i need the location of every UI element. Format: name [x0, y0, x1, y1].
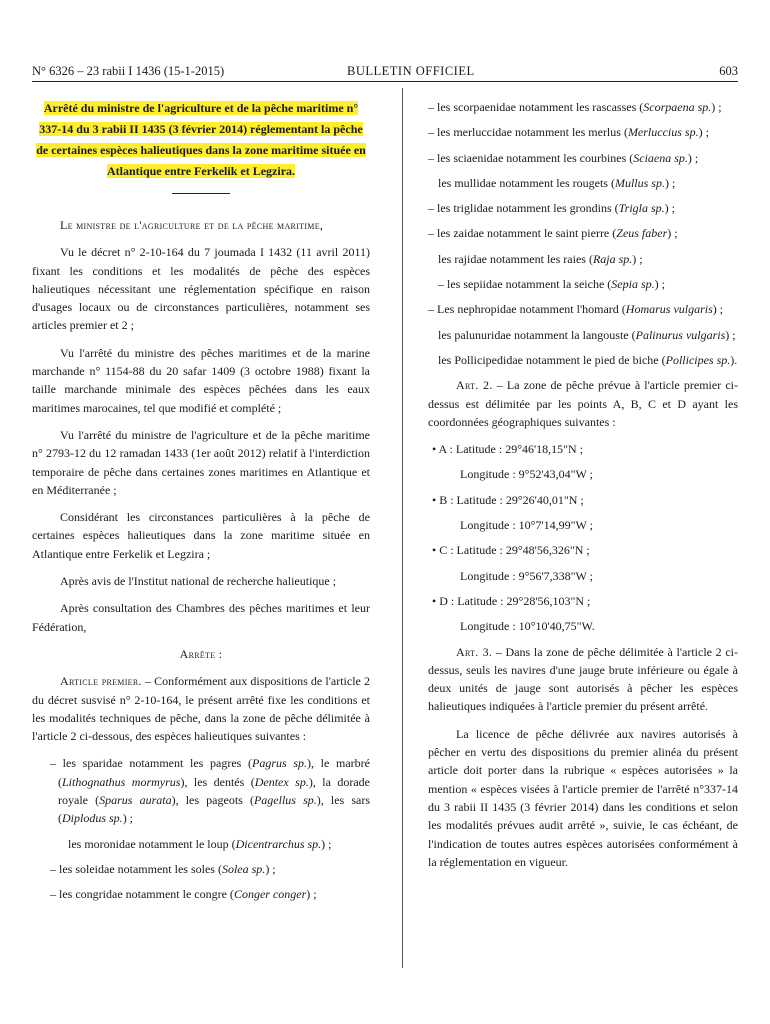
article-1-label: Article premier. — [60, 674, 142, 689]
point-a-longitude: Longitude : 9°52'43,04"W ; — [460, 467, 593, 482]
page-number: 603 — [719, 64, 738, 78]
species-scorpaenidae: – les scorpaenidae notamment les rascasses (Scorpaena sp.) ; — [428, 100, 722, 114]
article-3-label: Art. 3. — [456, 644, 493, 659]
left-column — [32, 98, 370, 911]
paragraph-apres-avis: Après avis de l'Institut national de recherche halieutique ; — [60, 574, 337, 589]
species-sparidae: – les sparidae notamment les pagres (Pagrus sp.), le marbré (Lithognathus mormyrus), les dentés (Dentex sp.), la dorade royale (Sparus aurata), les pageots (Pagellus sp.), les sars (Diplodus sp.) ; — [50, 756, 370, 826]
right-column — [428, 98, 738, 880]
species-congridae: – les congridae notamment le congre (Conger conger) ; — [50, 887, 317, 902]
column-divider — [402, 88, 403, 968]
species-zaidae: – les zaidae notamment le saint pierre (Zeus faber) ; — [428, 226, 678, 241]
arrete-heading: Arrête : — [179, 646, 223, 661]
paragraph-vu-arrete-1988: Vu l'arrêté du ministre des pêches maritimes et de la marine marchande n° 1154-88 du 20 safar 1409 (3 octobre 1988) fixant la taille marchande minimale des espèces pêchées dans les eaux maritimes marocaines, tel que modifié et complété ; — [32, 345, 370, 415]
paragraph-vu-decret: Vu le décret n° 2-10-164 du 7 joumada I 1432 (11 avril 2011) fixant les conditions et les modalités de pêche des espèces halieutiques nécessitant une réglementation spécifique en raison d'usages locaux ou de circonstances particulières, notamment ses articles premier et 2 ; — [32, 245, 370, 333]
title-rule — [172, 193, 230, 194]
species-mullidae: les mullidae notamment les rougets (Mullus sp.) ; — [438, 175, 676, 190]
point-a-latitude: • A : Latitude : 29°46'18,15"N ; — [432, 442, 584, 457]
journal-title: BULLETIN OFFICIEL — [347, 64, 475, 78]
article-3 — [428, 643, 738, 716]
point-c-longitude: Longitude : 9°56'7,338"W ; — [460, 568, 593, 583]
point-c-latitude: • C : Latitude : 29°48'56,326"N ; — [432, 543, 590, 558]
species-pollicipedidae: les Pollicipedidae notamment le pied de biche (Pollicipes sp.). — [438, 352, 738, 367]
paragraph-licence: La licence de pêche délivrée aux navires autorisés à pêcher en vertu des dispositions du premier alinéa du présent article doit porter dans la rubrique « espèces autorisées » la mention « espèces visées à l'article premier de l'arrêté n°337-14 du 3 rabii II 1435 (3 février 2014) dans les conditions et selon les modalités prévues audit arrêté », suivie, le cas échéant, de l'indication de toutes autres espèces autorisées conformément à la réglementation en vigueur. — [428, 726, 738, 869]
species-sepiidae: – les sepiidae notamment la seiche (Sepia sp.) ; — [438, 277, 665, 292]
article-2-text: – La zone de pêche prévue à l'article premier ci-dessus est délimitée par les points A, B, C et D ayant les coordonnées géographiques suivantes : — [428, 378, 738, 429]
point-d-longitude: Longitude : 10°10'40,75"W. — [460, 619, 595, 634]
decree-title — [32, 98, 370, 182]
paragraph-apres-consultation: Après consultation des Chambres des pêches maritimes et leur Fédération, — [32, 601, 370, 634]
point-b-longitude: Longitude : 10°7'14,99"W ; — [460, 518, 593, 533]
species-moronidae: les moronidae notamment le loup (Dicentrarchus sp.) ; — [68, 836, 332, 851]
species-rajidae: les rajidae notamment les raies (Raja sp.) ; — [438, 251, 643, 266]
issue-number: N° 6326 – 23 rabii I 1436 (15-1-2015) — [32, 64, 225, 78]
point-b-latitude: • B : Latitude : 29°26'40,01"N ; — [432, 492, 584, 507]
species-nephropidae: – Les nephropidae notamment l'homard (Homarus vulgaris) ; — [428, 302, 724, 317]
species-merluccidae: – les merluccidae notamment les merlus (Merluccius sp.) ; — [428, 125, 709, 140]
species-palinuridae: les palunuridae notamment la langouste (Palinurus vulgaris) ; — [438, 327, 736, 342]
page-header — [32, 64, 738, 82]
article-2-label: Art. 2. — [456, 378, 493, 393]
minister-line: Le ministre de l'agriculture et de la pêche maritime, — [60, 218, 324, 232]
article-1 — [32, 672, 370, 745]
header-rule — [32, 81, 738, 82]
article-3-text: – Dans la zone de pêche délimitée à l'article 2 ci-dessus, seuls les navires d'une jauge brute inférieure ou égale à deux unités de jauge sont autorisés à pêcher les espèces halieutiques indiquées à l'article premier du présent arrêté. — [428, 644, 738, 714]
species-soleidae: – les soleidae notamment les soles (Solea sp.) ; — [50, 861, 276, 876]
article-1-text: – Conformément aux dispositions de l'article 2 du décret susvisé n° 2-10-164, le présent arrêté fixe les conditions et les modalités techniques de pêche, dans la zone de pêche délimitée à l'article 2 ci-dessous, des espèces halieutiques suivantes : — [32, 674, 370, 744]
highlighted-title: Arrêté du ministre de l'agriculture et de la pêche maritime n° 337-14 du 3 rabii II 1435 (3 février 2014) réglementant la pêche de certaines espèces halieutiques dans la zone maritime située en Atlantique entre Ferkelik et Legzira. — [36, 101, 366, 178]
species-sciaenidae: – les sciaenidae notamment les courbines (Sciaena sp.) ; — [428, 150, 699, 165]
article-2 — [428, 376, 738, 431]
paragraph-vu-arrete-2012: Vu l'arrêté du ministre de l'agriculture et de la pêche maritime n° 2793-12 du 12 ramadan 1433 (1er août 2012) relatif à l'interdiction temporaire de pêche dans certaines zones maritimes en Atlantique et en Méditerranée ; — [32, 427, 370, 497]
species-triglidae: – les triglidae notamment les grondins (Trigla sp.) ; — [428, 201, 676, 216]
point-d-latitude: • D : Latitude : 29°28'56,103"N ; — [432, 593, 591, 608]
paragraph-considerant: Considérant les circonstances particulières à la pêche de certaines espèces halieutiques dans la zone maritime située en Atlantique entre Ferkelik et Legzira ; — [32, 510, 370, 561]
